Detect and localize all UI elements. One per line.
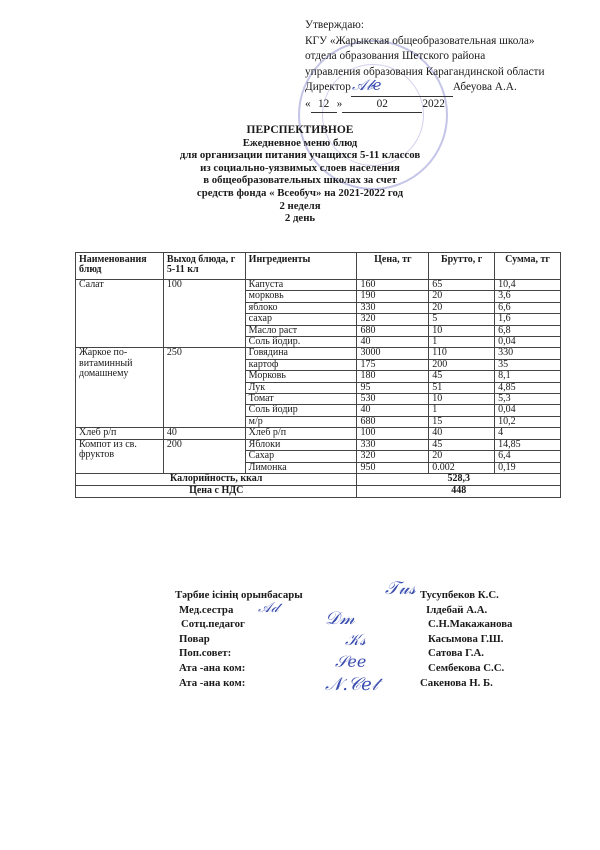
- ingredient-sum: 5,3: [495, 394, 561, 405]
- ingredient-sum: 0,04: [495, 337, 561, 348]
- ingredient-name: Соль йодир.: [245, 337, 357, 348]
- ingredient-name: яблоко: [245, 302, 357, 313]
- ingredient-name: Соль йодир: [245, 405, 357, 416]
- document-title: ПЕРСПЕКТИВНОЕ: [246, 124, 354, 136]
- approval-block: [305, 18, 545, 113]
- ingredient-sum: 6,6: [495, 302, 561, 313]
- ingredient-sum: 10,2: [495, 416, 561, 427]
- day-label: 2 день: [284, 212, 316, 225]
- ingredient-gross: 10: [429, 394, 495, 405]
- date-day: 12: [311, 97, 337, 114]
- column-header: Сумма, тг: [495, 253, 561, 280]
- ingredient-name: Сахар: [245, 451, 357, 462]
- ingredient-name: Морковь: [245, 371, 357, 382]
- dish-yield: 40: [163, 428, 245, 439]
- ingredient-sum: 4,85: [495, 382, 561, 393]
- ingredient-gross: 20: [429, 451, 495, 462]
- ingredient-gross: 45: [429, 439, 495, 450]
- ingredient-gross: 40: [429, 428, 495, 439]
- person-name: Ілдебай А.А.: [426, 603, 488, 616]
- ingredient-price: 95: [357, 382, 429, 393]
- signature-scribble: 𝒩.𝒞𝑒𝓉: [325, 674, 378, 695]
- ingredient-price: 40: [357, 337, 429, 348]
- ingredient-gross: 15: [429, 416, 495, 427]
- date-year: 2022: [422, 97, 445, 110]
- price-label: Цена с НДС: [76, 485, 357, 497]
- ingredient-name: сахар: [245, 314, 357, 325]
- ingredient-gross: 20: [429, 302, 495, 313]
- ingredient-price: 3000: [357, 348, 429, 359]
- signature-names: [420, 588, 512, 690]
- ingredient-name: Масло раст: [245, 325, 357, 336]
- signature-scribble: 𝒦𝓈: [345, 630, 366, 649]
- role-label: Поп.совет:: [179, 647, 232, 660]
- role-label: Ата -ана ком:: [179, 676, 246, 689]
- dish-name: Компот из св. фруктов: [76, 439, 164, 473]
- ingredient-name: Лук: [245, 382, 357, 393]
- table-row: [76, 428, 561, 439]
- ingredient-sum: 1,6: [495, 314, 561, 325]
- director-signature: 𝒜𝒷𝑒: [352, 76, 382, 94]
- approval-line: управления образования Карагандинской области: [305, 65, 545, 78]
- ingredient-price: 680: [357, 416, 429, 427]
- ingredient-price: 190: [357, 291, 429, 302]
- ingredient-sum: 14,85: [495, 439, 561, 450]
- ingredient-gross: 1: [429, 405, 495, 416]
- ingredient-name: картоф: [245, 359, 357, 370]
- ingredient-name: Капуста: [245, 280, 357, 291]
- subtitle: в общеобразовательных школах за счет: [203, 174, 397, 187]
- ingredient-name: Томат: [245, 394, 357, 405]
- ingredient-sum: 6,8: [495, 325, 561, 336]
- person-name: Сакенова Н. Б.: [420, 676, 493, 689]
- ingredient-gross: 0.002: [429, 462, 495, 473]
- signature-scribble: 𝒟𝓂: [325, 608, 355, 629]
- dish-name: Жаркое по-витаминный домашнему: [76, 348, 164, 428]
- person-name: Сатова Г.А.: [428, 647, 484, 660]
- document-title-block: [0, 124, 600, 225]
- column-header: Выход блюда, г 5-11 кл: [163, 253, 245, 280]
- person-name: Тусупбеков К.С.: [420, 589, 499, 601]
- ingredient-name: Яблоки: [245, 439, 357, 450]
- dish-yield: 200: [163, 439, 245, 473]
- role-label: Повар: [179, 632, 210, 645]
- table-row: [76, 280, 561, 291]
- subtitle: Ежедневное меню блюд: [242, 136, 358, 149]
- signature-roles: [175, 588, 303, 690]
- ingredient-gross: 10: [429, 325, 495, 336]
- subtitle: средств фонда « Всеобуч» на 2021-2022 год: [196, 186, 404, 199]
- role-label: Тәрбие ісінің орынбасары: [175, 589, 303, 601]
- signature-scribble: 𝒮𝑒𝑒: [335, 652, 367, 671]
- ingredient-price: 950: [357, 462, 429, 473]
- ingredient-sum: 0,19: [495, 462, 561, 473]
- person-name: С.Н.Макажанова: [428, 618, 513, 631]
- signature-scribble: 𝒯𝓊𝓈: [385, 578, 416, 599]
- column-header: Наименования блюд: [76, 253, 164, 280]
- dish-name: Хлеб р/п: [76, 428, 164, 439]
- ingredient-sum: 35: [495, 359, 561, 370]
- role-label: Мед.сестра: [179, 603, 234, 616]
- ingredient-price: 180: [357, 371, 429, 382]
- ingredient-name: Лимонка: [245, 462, 357, 473]
- approval-line: отдела образования Шетского района: [305, 50, 486, 62]
- person-name: Касымова Г.Ш.: [428, 632, 504, 645]
- calories-label: Калорийность, ккал: [76, 473, 357, 485]
- dish-name: Салат: [76, 280, 164, 348]
- calories-row: [76, 473, 561, 485]
- ingredient-sum: 8,1: [495, 371, 561, 382]
- ingredient-gross: 65: [429, 280, 495, 291]
- ingredient-sum: 0,04: [495, 405, 561, 416]
- ingredient-sum: 10,4: [495, 280, 561, 291]
- ingredient-gross: 51: [429, 382, 495, 393]
- ingredient-sum: 3,6: [495, 291, 561, 302]
- week-label: 2 неделя: [279, 199, 321, 212]
- price-value: 448: [357, 485, 561, 497]
- director-line: [305, 80, 545, 97]
- price-row: [76, 485, 561, 497]
- ingredient-sum: 330: [495, 348, 561, 359]
- subtitle: для организации питания учащихся 5-11 классов: [179, 149, 421, 162]
- ingredient-price: 530: [357, 394, 429, 405]
- ingredient-gross: 45: [429, 371, 495, 382]
- ingredient-price: 320: [357, 314, 429, 325]
- approval-line: КГУ «Жарыкская общеобразовательная школа»: [305, 34, 535, 47]
- table-row: [76, 439, 561, 450]
- person-name: Сембекова С.С.: [428, 661, 505, 674]
- date-line: « 12 » 02 2022: [305, 97, 545, 114]
- ingredient-price: 330: [357, 302, 429, 313]
- director-name: Абеуова А.А.: [452, 81, 517, 93]
- ingredient-gross: 110: [429, 348, 495, 359]
- ingredient-gross: 20: [429, 291, 495, 302]
- date-month: 02: [342, 97, 422, 114]
- director-label: Директор: [305, 81, 351, 93]
- column-header: Брутто, г: [429, 253, 495, 280]
- ingredient-price: 40: [357, 405, 429, 416]
- ingredient-price: 160: [357, 280, 429, 291]
- signature-scribble: 𝒜𝒹: [258, 600, 279, 616]
- ingredient-gross: 1: [429, 337, 495, 348]
- ingredient-name: м/р: [245, 416, 357, 427]
- ingredient-sum: 6,4: [495, 451, 561, 462]
- column-header: Ингредиенты: [245, 253, 357, 280]
- subtitle: из социально-уязвимых слоев населения: [200, 161, 400, 174]
- calories-value: 528,3: [357, 473, 561, 485]
- ingredient-name: Хлеб р/п: [245, 428, 357, 439]
- dish-yield: 100: [163, 280, 245, 348]
- table-row: [76, 348, 561, 359]
- ingredient-price: 330: [357, 439, 429, 450]
- ingredient-price: 100: [357, 428, 429, 439]
- ingredient-name: морковь: [245, 291, 357, 302]
- ingredient-sum: 4: [495, 428, 561, 439]
- menu-table: [75, 252, 561, 498]
- ingredient-price: 175: [357, 359, 429, 370]
- ingredient-name: Говядина: [245, 348, 357, 359]
- table-header-row: [76, 253, 561, 280]
- approval-title: Утверждаю:: [305, 19, 365, 31]
- column-header: Цена, тг: [357, 253, 429, 280]
- menu-table-body: [76, 280, 561, 474]
- role-label: Сотц.педагог: [181, 618, 245, 631]
- ingredient-gross: 200: [429, 359, 495, 370]
- role-label: Ата -ана ком:: [179, 661, 246, 674]
- ingredient-price: 680: [357, 325, 429, 336]
- ingredient-price: 320: [357, 451, 429, 462]
- dish-yield: 250: [163, 348, 245, 428]
- ingredient-gross: 5: [429, 314, 495, 325]
